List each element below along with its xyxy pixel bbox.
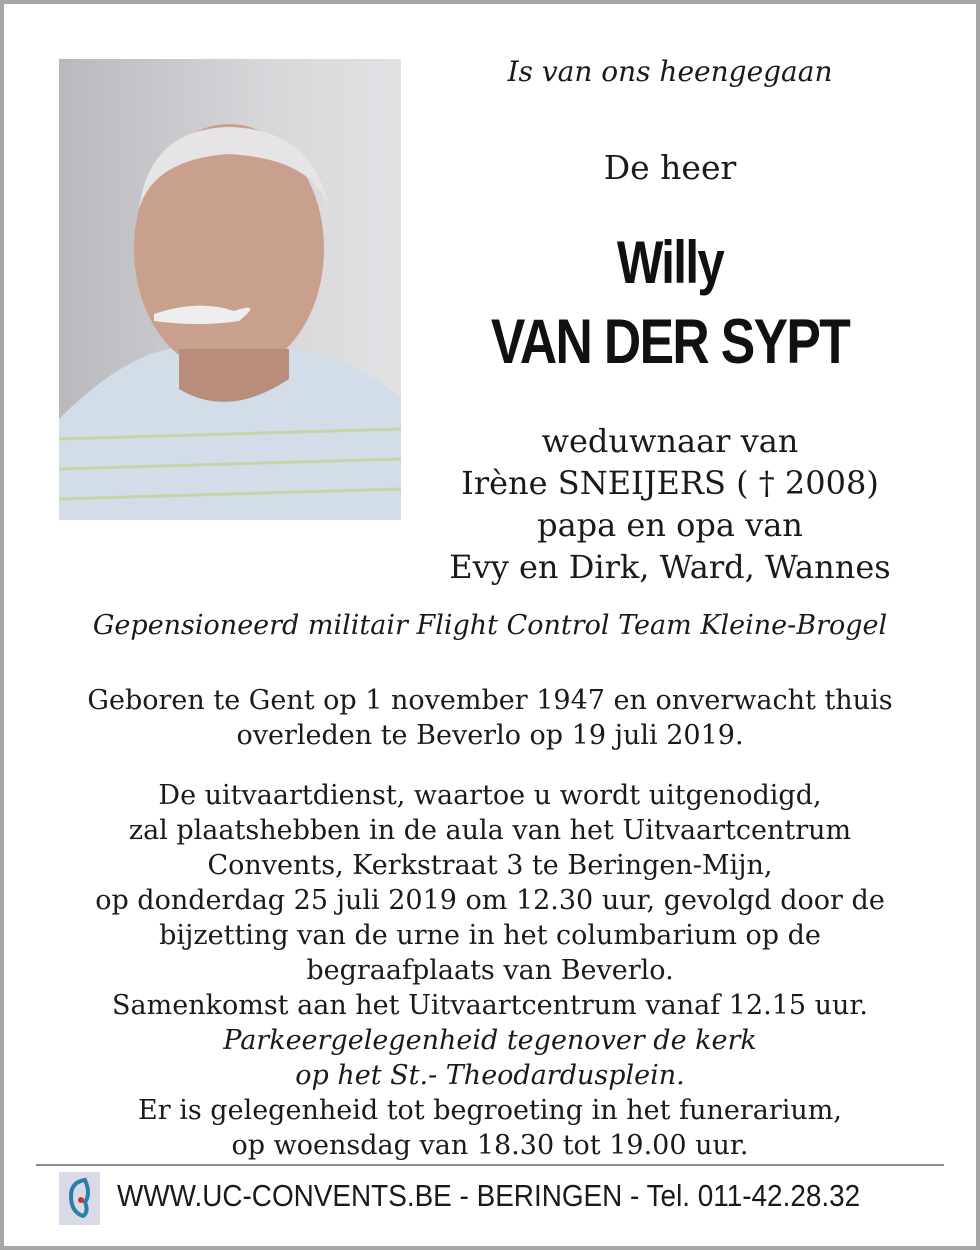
ceremony-details (40, 778, 940, 1163)
uc-convents-logo (59, 1172, 100, 1225)
ceremony-line: De uitvaartdienst, waartoe u wordt uitgenodigd, (158, 780, 822, 811)
ceremony-line: op donderdag 25 juli 2019 om 12.30 uur, gevolgd door de (95, 885, 885, 916)
portrait-photo (59, 59, 401, 520)
occupation: Gepensioneerd militair Flight Control Team Kleine-Brogel (92, 610, 888, 641)
ceremony-line: Samenkomst aan het Uitvaartcentrum vanaf 12.15 uur. (112, 990, 868, 1021)
intro-text: Is van ons heengegaan (507, 55, 833, 88)
ceremony-line: op woensdag van 18.30 tot 19.00 uur. (231, 1130, 749, 1161)
relation-line: Evy en Dirk, Ward, Wannes (449, 548, 891, 586)
ceremony-line: begraafplaats van Beverlo. (306, 955, 674, 986)
ceremony-line: zal plaatshebben in de aula van het Uitvaartcentrum (128, 815, 852, 846)
title-text: De heer (603, 148, 737, 187)
birth-death (40, 683, 940, 753)
birth-death-line: Geboren te Gent op 1 november 1947 en onverwacht thuis (87, 685, 893, 716)
relation-line: Irène SNEIJERS ( † 2008) (461, 464, 879, 502)
relation-line: papa en opa van (537, 506, 803, 544)
footer-contact: WWW.UC-CONVENTS.BE - BERINGEN - Tel. 011-42.28.32 (117, 1178, 861, 1213)
ceremony-line: bijzetting van de urne in het columbarium op de (159, 920, 821, 951)
ceremony-line: Er is gelegenheid tot begroeting in het funerarium, (138, 1095, 842, 1126)
relations (420, 420, 920, 588)
divider (36, 1164, 944, 1166)
first-name: Willy (616, 229, 724, 296)
ceremony-line: Convents, Kerkstraat 3 te Beringen-Mijn, (207, 850, 773, 881)
ceremony-line: op het St.- Theodardusplein. (295, 1060, 685, 1091)
last-name: VAN DER SYPT (490, 307, 850, 377)
relation-line: weduwnaar van (541, 422, 799, 460)
ceremony-line: Parkeergelegenheid tegenover de kerk (223, 1025, 757, 1056)
birth-death-line: overleden te Beverlo op 19 juli 2019. (236, 720, 744, 751)
